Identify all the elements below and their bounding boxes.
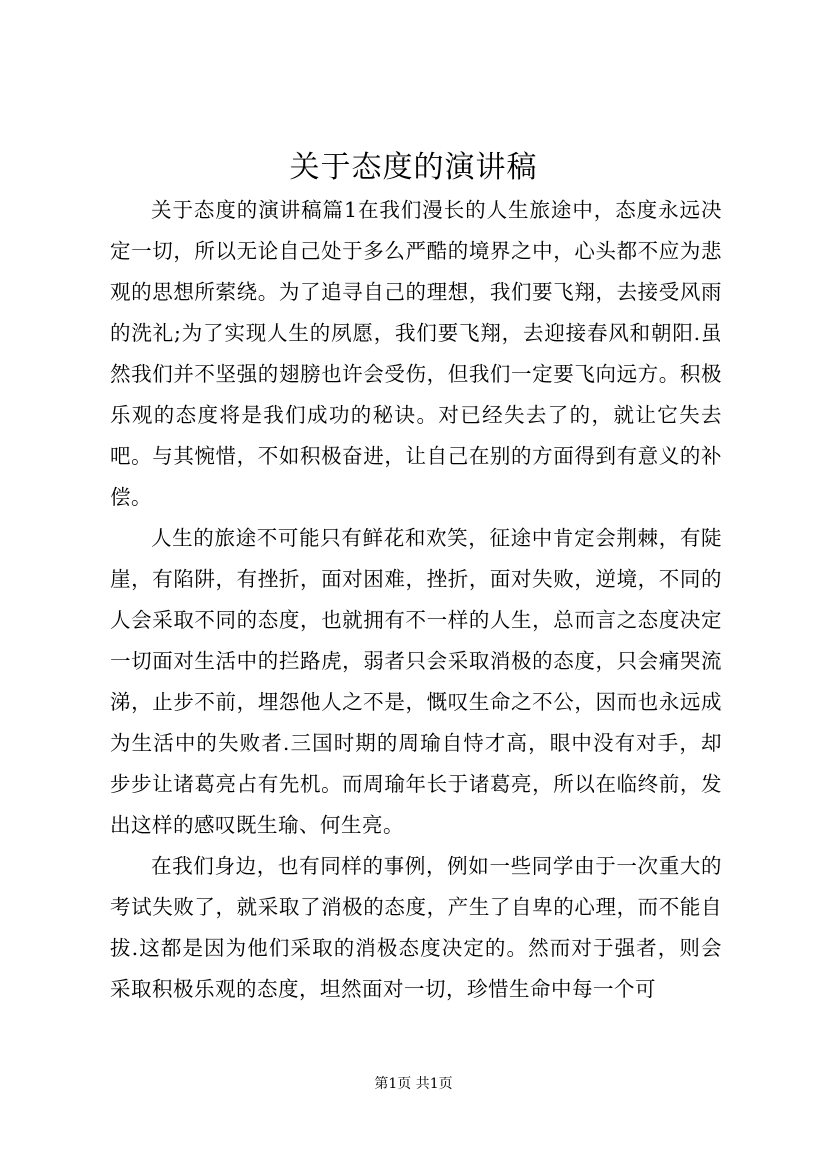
paragraph: 在我们身边，也有同样的事例，例如一些同学由于一次重大的考试失败了，就采取了消极的态度，产生了自卑的心理，而不能自拔.这都是因为他们采取的消极态度决定的。然而对于强者，则会采取积极乐观的态度，坦然面对一切，珍惜生命中每一个可 [110,854,722,1001]
page-title: 关于态度的演讲稿 [289,150,538,185]
document-body [110,190,722,1010]
page-footer: 第1页 共1页 [374,1076,453,1092]
paragraph: 关于态度的演讲稿篇1在我们漫长的人生旅途中，态度永远决定一切，所以无论自己处于多么严酷的境界之中，心头都不应为悲观的思想所萦绕。为了追寻自己的理想，我们要飞翔，去接受风雨的洗礼;为了实现人生的夙愿，我们要飞翔，去迎接春风和朝阳.虽然我们并不坚强的翅膀也许会受伤，但我们一定要飞向远方。积极乐观的态度将是我们成功的秘诀。对已经失去了的，就让它失去吧。与其惋惜，不如积极奋进，让自己在别的方面得到有意义的补偿。 [110,198,722,509]
paragraph: 人生的旅途不可能只有鲜花和欢笑，征途中肯定会荆棘，有陡崖，有陷阱，有挫折，面对困难，挫折，面对失败，逆境，不同的人会采取不同的态度，也就拥有不一样的人生，总而言之态度决定一切面对生活中的拦路虎，弱者只会采取消极的态度，只会痛哭流涕，止步不前，埋怨他人之不是，慨叹生命之不公，因而也永远成为生活中的失败者.三国时期的周瑜自恃才高，眼中没有对手，却步步让诸葛亮占有先机。而周瑜年长于诸葛亮，所以在临终前，发出这样的感叹既生瑜、何生亮。 [110,526,722,837]
